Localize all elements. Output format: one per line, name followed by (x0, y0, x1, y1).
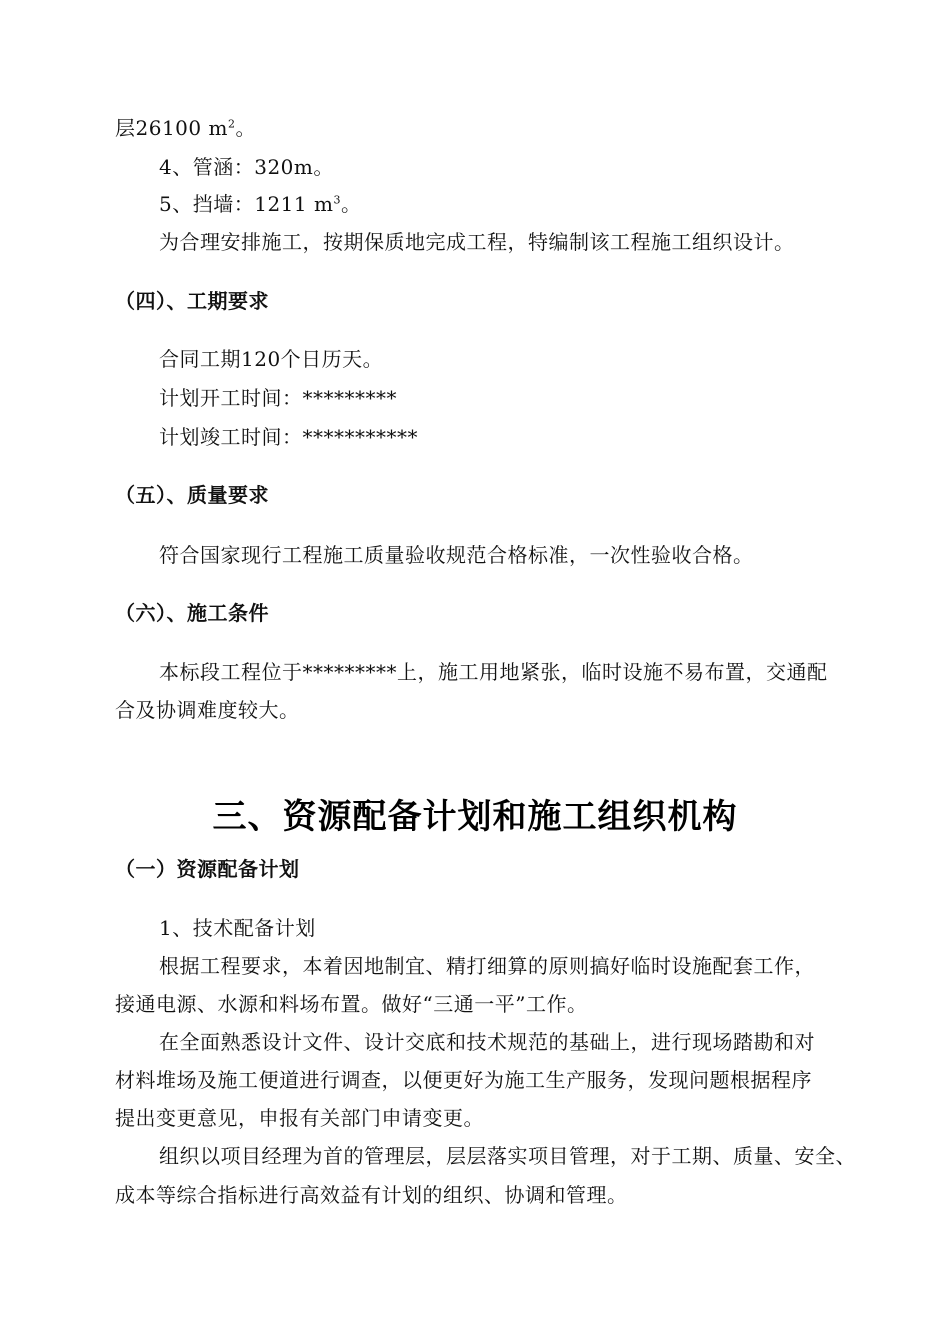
conditions-line-2: 合及协调难度较大。 (115, 698, 300, 722)
tech-plan-title: 1、技术配备计划 (159, 916, 316, 940)
chapter-title: 三、资源配备计划和施工组织机构 (212, 797, 738, 837)
period: 。 (340, 192, 362, 216)
quality-text: 符合国家现行工程施工质量验收规范合格标准，一次性验收合格。 (159, 543, 754, 567)
period: 。 (235, 116, 256, 140)
heading-duration: （四）、工期要求 (115, 289, 269, 313)
paragraph-retaining-wall (159, 191, 361, 217)
paragraph-culvert: 4、管涵：320m。 (159, 155, 334, 179)
duration-start: 计划开工时间：********* (159, 386, 397, 410)
paragraph-purpose: 为合理安排施工，按期保质地完成工程，特编制该工程施工组织设计。 (159, 230, 795, 254)
tech-paragraph-1-line-1: 根据工程要求，本着因地制宜、精打细算的原则搞好临时设施配套工作， (159, 954, 815, 978)
duration-contract: 合同工期120个日历天。 (159, 347, 384, 371)
paragraph-area-line (115, 115, 256, 141)
tech-paragraph-2-line-3: 提出变更意见，申报有关部门申请变更。 (115, 1106, 484, 1130)
superscript: 3 (333, 193, 341, 207)
heading-conditions: （六）、施工条件 (115, 601, 269, 625)
wall-text: 5、挡墙：1211 m (159, 192, 334, 216)
tech-paragraph-2-line-1: 在全面熟悉设计文件、设计交底和技术规范的基础上，进行现场踏勘和对 (159, 1030, 815, 1054)
tech-paragraph-1-line-2: 接通电源、水源和料场布置。做好“三通一平”工作。 (115, 992, 588, 1016)
duration-end: 计划竣工时间：*********** (159, 425, 418, 449)
tech-paragraph-3-line-2: 成本等综合指标进行高效益有计划的组织、协调和管理。 (115, 1183, 628, 1207)
tech-paragraph-2-line-2: 材料堆场及施工便道进行调查，以便更好为施工生产服务，发现问题根据程序 (115, 1068, 812, 1092)
area-text: 层26100 m (115, 116, 228, 140)
tech-paragraph-3-line-1: 组织以项目经理为首的管理层，层层落实项目管理，对于工期、质量、安全、 (159, 1144, 856, 1168)
superscript: 2 (227, 117, 236, 131)
heading-quality: （五）、质量要求 (115, 483, 269, 507)
heading-resource: （一）资源配备计划 (115, 857, 300, 881)
conditions-line-1: 本标段工程位于*********上，施工用地紧张，临时设施不易布置，交通配 (159, 660, 828, 684)
